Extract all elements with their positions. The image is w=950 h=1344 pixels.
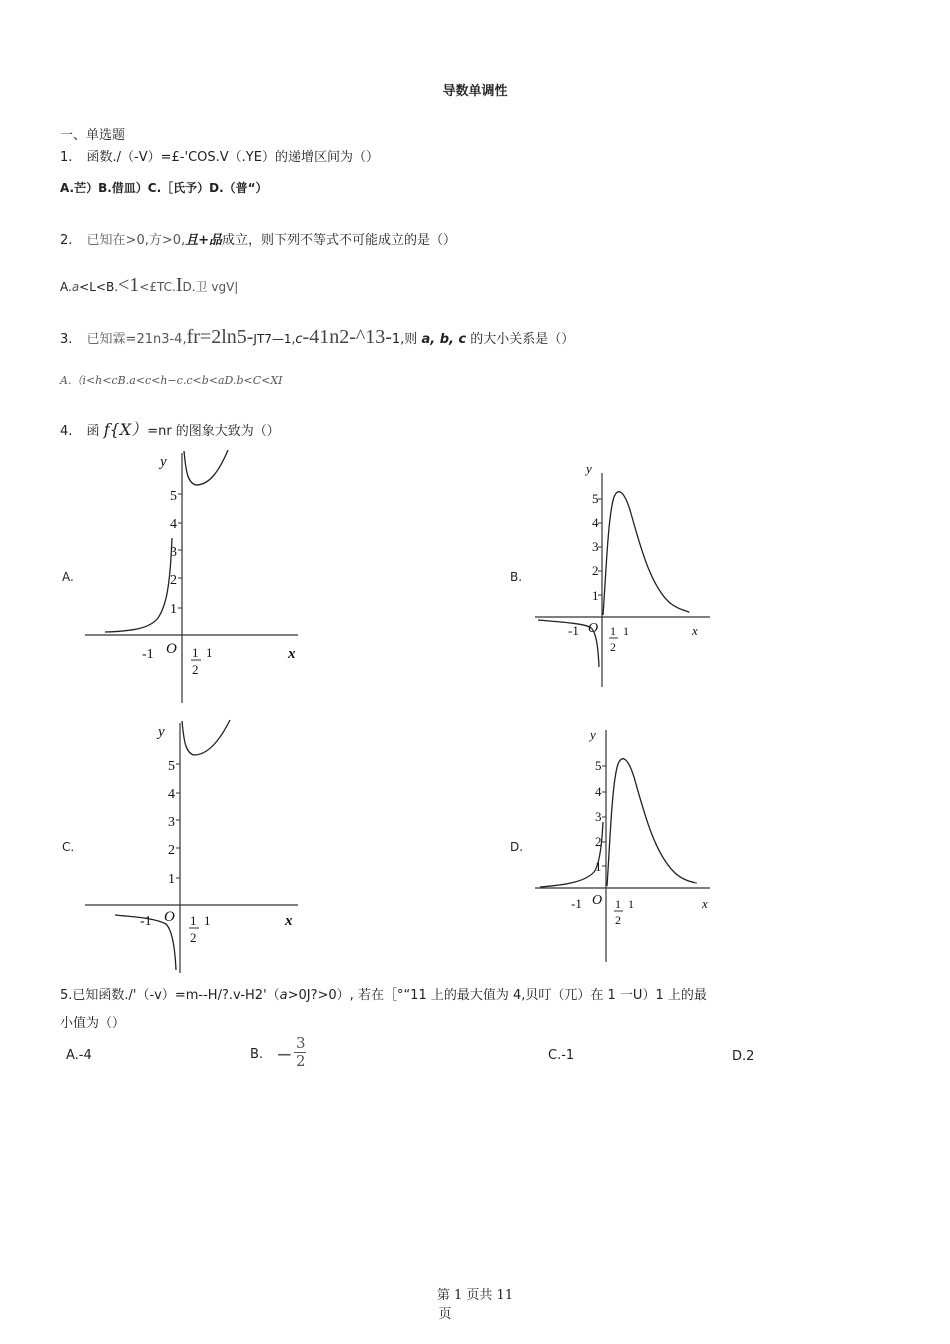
graph-b-xtick-neg1: -1 — [568, 623, 579, 638]
graph-c — [80, 718, 310, 978]
page-footer-line-1: 第 1 页共 11 — [436, 1288, 514, 1303]
graph-c-label: C. — [62, 840, 75, 854]
graph-d-origin: O — [592, 893, 603, 908]
graph-d-ytick-4: 4 — [595, 784, 602, 799]
question-3-stem-vars: a, b, c — [421, 332, 467, 347]
graph-c-xtick-1: 1 — [204, 913, 211, 928]
graph-a-label: A. — [62, 570, 74, 584]
question-1 — [60, 146, 379, 165]
graph-d-ytick-5: 5 — [595, 758, 602, 773]
question-3 — [60, 326, 574, 349]
graph-a-ytick-4: 4 — [170, 517, 177, 532]
question-3-number: 3. — [60, 332, 73, 347]
graph-c-xtick-neg1: -1 — [140, 914, 152, 929]
question-2-option-a-var: a — [71, 280, 80, 294]
graph-d-xtick-half-num: 1 — [615, 897, 621, 911]
graph-a-xtick-1: 1 — [206, 645, 213, 660]
question-2-option-c-label: <£TC. — [139, 280, 176, 294]
graph-d-curve-right — [607, 759, 696, 886]
graph-d-ytick-3: 3 — [595, 809, 602, 824]
graph-d-curve-left — [540, 822, 603, 887]
page-title: 导数单调性 — [442, 84, 508, 99]
graph-a-x-label: x — [288, 646, 296, 662]
question-5-option-b-minus: − — [276, 1042, 293, 1066]
section-heading: 一、单选题 — [60, 128, 126, 143]
question-3-stem-rest: 的大小关系是（） — [466, 332, 575, 347]
page-footer-line-2: 页 — [438, 1307, 452, 1322]
graph-b-ytick-3: 3 — [592, 539, 599, 554]
graph-c-origin: O — [164, 909, 175, 925]
graph-b-ytick-4: 4 — [592, 515, 599, 530]
question-1-stem: 函数./（-V）=£-'COS.V（.YE）的递增区间为（） — [86, 150, 379, 165]
graph-a-ytick-1: 1 — [170, 602, 177, 617]
question-2-stem-expr: 且+品 — [185, 233, 223, 248]
graph-c-ytick-2: 2 — [168, 843, 175, 858]
graph-c-x-label: x — [285, 913, 293, 929]
question-1-options: A.芒）B.借皿）C.［氏予）D.（普“） — [60, 181, 268, 195]
question-2-option-c-expr: I — [175, 274, 183, 296]
graph-b-x-label: x — [692, 623, 698, 638]
graph-a-y-label: y — [160, 454, 167, 470]
graph-a-ytick-3: 3 — [170, 545, 177, 560]
graph-a — [80, 448, 310, 708]
question-5-option-c: C.-1 — [548, 1048, 575, 1063]
question-5-stem-a: 5.已知函数./'（-v）=m--H/?.v-H2'（ — [60, 988, 280, 1003]
question-2-stem-part: 已知在>0,方>0, — [86, 233, 186, 248]
graph-a-xtick-half-num: 1 — [192, 645, 199, 660]
question-5-stem-var: a — [279, 988, 288, 1003]
question-2-stem-rest: 成立，则下列不等式不可能成立的是（） — [222, 233, 457, 248]
graph-d-xtick-1: 1 — [628, 897, 634, 911]
graph-c-ytick-5: 5 — [168, 759, 175, 774]
graph-d — [530, 722, 730, 967]
graph-d-ytick-2: 2 — [595, 834, 602, 849]
graph-b-label: B. — [510, 570, 523, 584]
graph-a-ytick-2: 2 — [170, 573, 177, 588]
question-3-stem-a: 已知霖=21n3-4, — [86, 332, 187, 347]
question-5-option-d: D.2 — [732, 1049, 755, 1064]
graph-b-y-label: y — [586, 461, 592, 476]
graph-c-y-label: y — [158, 724, 165, 740]
graph-a-curve-left — [105, 538, 172, 632]
question-4-stem-b: =nr 的图象大致为（） — [147, 424, 280, 439]
question-3-stem-b: fr=2ln5- — [186, 326, 254, 348]
question-4-function: f{X） — [103, 420, 148, 439]
question-4 — [60, 417, 280, 440]
graph-c-ytick-1: 1 — [168, 872, 175, 887]
question-2-option-b-label: <L<B. — [79, 280, 119, 294]
question-4-number: 4. — [60, 424, 73, 439]
graph-c-curve-right — [182, 720, 230, 755]
question-3-stem-cvar: c — [295, 332, 303, 347]
graph-b-xtick-1: 1 — [623, 624, 629, 638]
graph-b-xtick-half-num: 1 — [610, 624, 616, 638]
graph-a-curve-right — [184, 450, 228, 485]
question-5-option-b-label: B. — [250, 1047, 264, 1062]
graph-b — [530, 455, 730, 695]
graph-b-origin: O — [588, 621, 599, 636]
graph-d-xtick-neg1: -1 — [571, 896, 582, 911]
graph-a-xtick-neg1: -1 — [142, 647, 154, 662]
question-2-options — [60, 274, 238, 297]
question-5-line-1 — [60, 984, 707, 1003]
question-5-option-b-num: 3 — [296, 1034, 306, 1052]
question-2-number: 2. — [60, 233, 73, 248]
graph-b-ytick-2: 2 — [592, 563, 599, 578]
graph-d-y-label: y — [590, 727, 596, 742]
graph-d-xtick-half-den: 2 — [615, 913, 621, 927]
graph-b-xtick-half-den: 2 — [610, 640, 616, 654]
question-2-option-a: A. — [60, 280, 72, 294]
graph-c-ytick-3: 3 — [168, 815, 175, 830]
question-1-number: 1. — [60, 150, 73, 165]
question-5-stem-c: >0J?>0）, 若在［°“11 上的最大值为 4,贝叮（兀）在 1 一U）1 上的最 — [287, 988, 707, 1003]
question-2-option-b-expr: <1 — [118, 274, 140, 296]
graph-c-xtick-half-den: 2 — [190, 930, 197, 945]
graph-b-curve-right — [603, 492, 689, 615]
question-2 — [60, 229, 456, 248]
graph-c-xtick-half-num: 1 — [190, 913, 197, 928]
graph-c-ytick-4: 4 — [168, 787, 175, 802]
graph-d-x-label: x — [702, 896, 708, 911]
graph-b-ytick-1: 1 — [592, 588, 599, 603]
question-3-stem-d: -41n2-^13- — [302, 326, 392, 348]
graph-d-ytick-1: 1 — [595, 859, 602, 874]
question-3-options: A.（i<h<cB.a<c<h−c.c<b<aD.b<C<XI — [60, 374, 283, 387]
question-5-option-a: A.-4 — [66, 1048, 92, 1063]
graph-a-ytick-5: 5 — [170, 489, 177, 504]
graph-d-label: D. — [510, 840, 524, 854]
question-4-stem-a: 函 — [86, 424, 104, 439]
question-3-stem-c: JT7—1, — [253, 332, 296, 346]
question-3-stem-e: 1,则 — [391, 332, 422, 347]
question-5-line-2: 小值为（） — [60, 1016, 126, 1031]
graph-a-xtick-half-den: 2 — [192, 662, 199, 677]
graph-b-ytick-5: 5 — [592, 491, 599, 506]
question-5-option-b-den: 2 — [296, 1052, 306, 1070]
graph-a-origin: O — [166, 641, 177, 657]
question-2-option-d: D.卫 vgV| — [182, 280, 239, 294]
